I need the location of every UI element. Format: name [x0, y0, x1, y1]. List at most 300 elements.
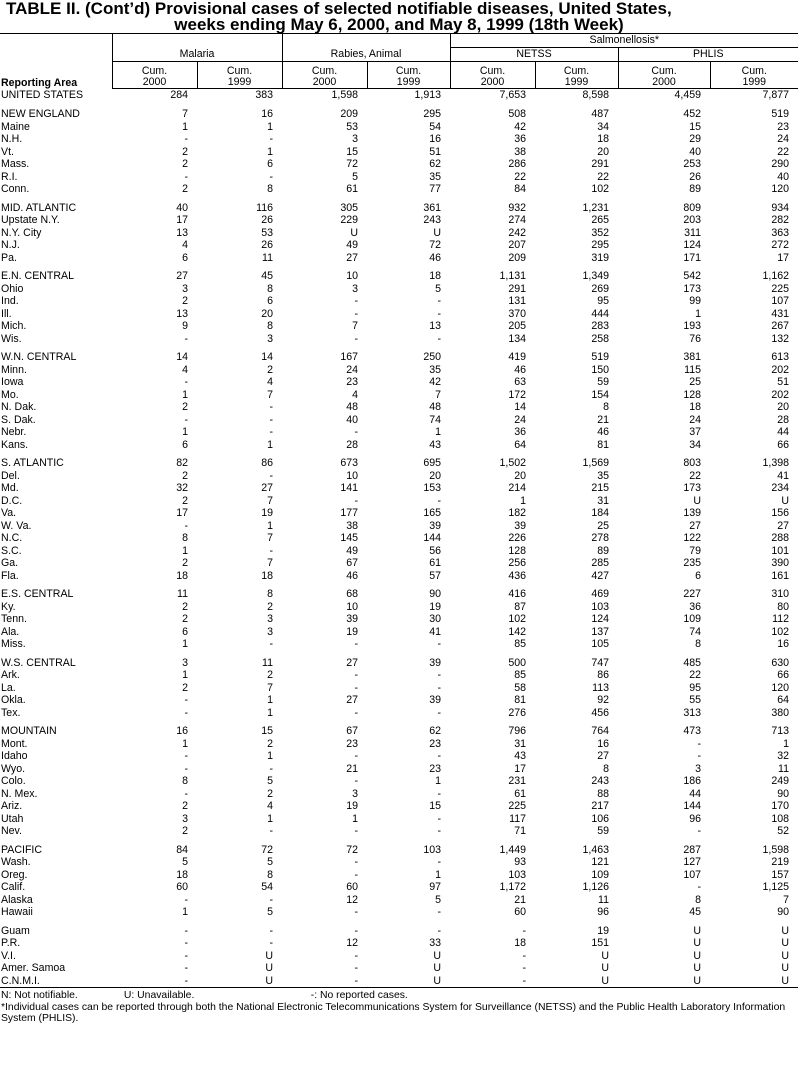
- reporting-area-cell: C.N.M.I.: [1, 974, 40, 987]
- value-cell: 7: [267, 494, 273, 507]
- value-cell: 1: [267, 438, 273, 451]
- value-cell: 1: [182, 737, 188, 750]
- value-cell: 225: [508, 800, 526, 812]
- value-cell: 32: [777, 750, 790, 762]
- value-cell: 630: [771, 656, 790, 669]
- value-cell: 139: [683, 507, 701, 519]
- value-cell: 34: [689, 438, 701, 451]
- table-row: [0, 426, 798, 439]
- value-cell: 313: [683, 706, 701, 719]
- value-cell: -: [697, 881, 701, 893]
- table-row: [0, 975, 798, 988]
- value-cell: 5: [267, 906, 273, 918]
- value-cell: 2: [182, 158, 188, 170]
- value-cell: 7: [435, 388, 441, 401]
- value-cell: 144: [683, 800, 701, 812]
- reporting-area-cell: E.N. CENTRAL: [1, 270, 74, 282]
- reporting-area-cell: Ga.: [1, 557, 19, 569]
- value-cell: 207: [508, 239, 526, 251]
- table-row: [0, 252, 798, 265]
- value-cell: 20: [261, 307, 273, 320]
- value-cell: 27: [346, 656, 358, 669]
- cum-header-1999: [197, 62, 282, 89]
- value-cell: U: [433, 962, 441, 974]
- value-cell: -: [522, 949, 526, 962]
- value-cell: -: [354, 974, 358, 987]
- table-row: [0, 800, 798, 813]
- value-cell: 63: [514, 376, 526, 388]
- table-row: [0, 738, 798, 751]
- value-cell: 22: [689, 669, 701, 681]
- value-cell: 1: [435, 775, 441, 787]
- table-row: [0, 626, 798, 639]
- value-cell: 26: [261, 214, 273, 226]
- value-cell: 4: [352, 388, 358, 401]
- value-cell: -: [184, 706, 188, 719]
- value-cell: -: [269, 469, 273, 482]
- value-cell: 173: [683, 482, 701, 494]
- reporting-area-cell: Tenn.: [1, 613, 27, 625]
- value-cell: 2: [182, 681, 188, 694]
- value-cell: 1: [435, 868, 441, 881]
- value-cell: 107: [683, 868, 701, 881]
- value-cell: 1: [182, 120, 188, 133]
- value-cell: 6: [182, 251, 188, 264]
- reporting-area-cell: D.C.: [1, 494, 23, 507]
- value-cell: 19: [261, 507, 273, 519]
- value-cell: 42: [429, 376, 441, 388]
- value-cell: 265: [591, 214, 609, 226]
- value-cell: 11: [177, 588, 188, 600]
- value-cell: 157: [771, 868, 790, 881]
- value-cell: 288: [771, 532, 790, 544]
- value-cell: 202: [771, 388, 790, 401]
- cum-header-2000: [450, 62, 535, 89]
- value-cell: 256: [508, 557, 526, 569]
- value-cell: 16: [261, 108, 273, 120]
- value-cell: 145: [340, 532, 358, 544]
- value-cell: 1,598: [762, 843, 790, 856]
- value-cell: 456: [591, 706, 609, 719]
- value-cell: 3: [352, 282, 358, 295]
- reporting-area-cell: Alaska: [1, 893, 33, 906]
- value-cell: 121: [591, 856, 609, 868]
- value-cell: 13: [176, 307, 188, 320]
- value-cell: 21: [514, 893, 526, 906]
- value-cell: 43: [514, 750, 526, 762]
- value-cell: 36: [514, 133, 526, 145]
- value-cell: 1,162: [762, 270, 790, 282]
- table-row: [0, 601, 798, 614]
- reporting-area-cell: W.N. CENTRAL: [1, 351, 77, 363]
- value-cell: -: [269, 401, 273, 413]
- value-cell: 23: [346, 376, 358, 388]
- table-row: [0, 295, 798, 308]
- value-cell: 202: [771, 363, 790, 376]
- value-cell: 60: [176, 881, 188, 893]
- value-cell: -: [354, 825, 358, 837]
- value-cell: 51: [429, 145, 441, 158]
- value-cell: 25: [597, 519, 609, 532]
- reporting-area-cell: Maine: [1, 120, 30, 133]
- cum-label: Cum.: [226, 65, 253, 77]
- value-cell: -: [269, 825, 273, 837]
- value-cell: 42: [514, 120, 526, 133]
- value-cell: -: [697, 825, 701, 837]
- value-cell: 291: [508, 282, 526, 295]
- value-cell: 31: [597, 494, 609, 507]
- value-cell: -: [184, 974, 188, 987]
- value-cell: U: [693, 949, 701, 962]
- value-cell: 102: [771, 625, 790, 638]
- reporting-area-cell: Wash.: [1, 856, 31, 868]
- value-cell: 272: [771, 239, 790, 251]
- value-cell: 49: [346, 544, 358, 557]
- value-cell: 1: [182, 638, 188, 650]
- value-cell: 20: [429, 469, 441, 482]
- value-cell: 177: [340, 507, 358, 519]
- value-cell: -: [354, 775, 358, 787]
- value-cell: 4: [182, 239, 188, 251]
- reporting-area-cell: Del.: [1, 469, 20, 482]
- value-cell: 40: [689, 145, 701, 158]
- reporting-area-cell: Minn.: [1, 363, 27, 376]
- value-cell: 1,131: [499, 270, 526, 282]
- value-cell: 17: [777, 251, 790, 264]
- value-cell: 60: [514, 906, 526, 918]
- reporting-area-cell: Hawaii: [1, 906, 33, 918]
- reporting-area-cell: Okla.: [1, 694, 26, 706]
- value-cell: 85: [514, 669, 526, 681]
- value-cell: U: [350, 226, 358, 239]
- value-cell: 156: [771, 507, 790, 519]
- value-cell: 5: [435, 282, 441, 295]
- reporting-area-cell: N.Y. City: [1, 226, 42, 239]
- value-cell: 390: [771, 557, 790, 569]
- value-cell: 8,598: [582, 89, 609, 102]
- value-cell: 416: [508, 588, 526, 600]
- value-cell: 305: [340, 201, 358, 214]
- value-cell: 55: [689, 694, 701, 706]
- cum-label: Cum.: [311, 65, 338, 77]
- reporting-area-cell: Va.: [1, 507, 17, 519]
- value-cell: 5: [267, 775, 273, 787]
- reporting-area-cell: S. Dak.: [1, 413, 36, 426]
- value-cell: 205: [508, 320, 526, 332]
- table-row: [0, 121, 798, 134]
- value-cell: 153: [423, 482, 441, 494]
- value-cell: 8: [603, 762, 609, 775]
- value-cell: 36: [689, 600, 701, 613]
- value-cell: U: [433, 226, 441, 239]
- value-cell: 45: [261, 270, 273, 282]
- value-cell: 214: [508, 482, 526, 494]
- table-row: [0, 557, 798, 570]
- reporting-area-cell: Upstate N.Y.: [1, 214, 60, 226]
- phlis-header: PHLIS: [618, 48, 798, 62]
- table-row: [0, 750, 798, 763]
- value-cell: 427: [591, 569, 609, 582]
- value-cell: 452: [683, 108, 701, 120]
- value-cell: 120: [771, 681, 790, 694]
- value-cell: 5: [435, 893, 441, 906]
- value-cell: 803: [683, 457, 701, 469]
- value-cell: 31: [514, 737, 526, 750]
- value-cell: 58: [514, 681, 526, 694]
- value-cell: 90: [777, 906, 790, 918]
- reporting-area-cell: Ind.: [1, 295, 19, 307]
- table-row: [0, 183, 798, 196]
- value-cell: -: [354, 295, 358, 307]
- value-cell: 103: [508, 868, 526, 881]
- value-cell: 144: [423, 532, 441, 544]
- value-cell: 12: [346, 893, 358, 906]
- value-cell: 86: [597, 669, 609, 681]
- value-cell: 15: [261, 725, 273, 737]
- value-cell: 18: [514, 937, 526, 949]
- value-cell: 10: [346, 270, 358, 282]
- value-cell: -: [354, 706, 358, 719]
- value-cell: 14: [261, 351, 273, 363]
- value-cell: 7: [182, 108, 188, 120]
- value-cell: 41: [429, 625, 441, 638]
- reporting-area-cell: N. Dak.: [1, 401, 37, 413]
- title-line-1: TABLE II. (Cont’d) Provisional cases of selected notifiable diseases, United States,: [6, 0, 672, 18]
- value-cell: 4: [267, 376, 273, 388]
- value-cell: 269: [591, 282, 609, 295]
- value-cell: 40: [176, 201, 188, 214]
- reporting-area-cell: Utah: [1, 812, 24, 825]
- value-cell: 1,598: [331, 89, 358, 102]
- value-cell: 39: [429, 519, 441, 532]
- reporting-area-cell: V.I.: [1, 949, 16, 962]
- value-cell: 97: [429, 881, 441, 893]
- value-cell: 172: [508, 388, 526, 401]
- value-cell: 2: [182, 557, 188, 569]
- value-cell: -: [522, 974, 526, 987]
- year-label: 2000: [480, 76, 505, 88]
- value-cell: 380: [771, 706, 790, 719]
- value-cell: -: [437, 812, 441, 825]
- value-cell: 59: [597, 825, 609, 837]
- region-row: [0, 264, 798, 283]
- value-cell: 14: [514, 401, 526, 413]
- value-cell: 2: [267, 600, 273, 613]
- value-cell: 5: [352, 170, 358, 183]
- value-cell: 18: [597, 133, 609, 145]
- value-cell: 203: [683, 214, 701, 226]
- value-cell: -: [437, 825, 441, 837]
- value-cell: 8: [267, 183, 273, 195]
- value-cell: 8: [603, 401, 609, 413]
- table-row: [0, 775, 798, 788]
- reporting-area-cell: W. Va.: [1, 519, 32, 532]
- value-cell: U: [601, 962, 609, 974]
- value-cell: 88: [597, 787, 609, 800]
- value-cell: 8: [695, 893, 701, 906]
- value-cell: 22: [597, 170, 609, 183]
- value-cell: 796: [508, 725, 526, 737]
- value-cell: 234: [771, 482, 790, 494]
- value-cell: 11: [598, 893, 609, 906]
- value-cell: -: [269, 937, 273, 949]
- value-cell: 72: [261, 843, 273, 856]
- value-cell: U: [781, 937, 790, 949]
- legend-not-notifiable: N: Not notifiable.: [1, 990, 78, 1001]
- value-cell: 95: [689, 681, 701, 694]
- value-cell: 8: [267, 282, 273, 295]
- value-cell: 165: [423, 507, 441, 519]
- value-cell: 18: [176, 868, 188, 881]
- value-cell: U: [433, 949, 441, 962]
- value-cell: U: [601, 974, 609, 987]
- reporting-area-cell: Mass.: [1, 158, 30, 170]
- value-cell: 161: [771, 569, 790, 582]
- value-cell: 112: [772, 613, 790, 625]
- table-row: [0, 950, 798, 963]
- value-cell: 209: [508, 251, 526, 264]
- reporting-area-cell: S.C.: [1, 544, 22, 557]
- value-cell: -: [184, 949, 188, 962]
- table-footer: [0, 987, 798, 1025]
- value-cell: -: [437, 295, 441, 307]
- value-cell: 103: [423, 843, 441, 856]
- cum-header-1999: [535, 62, 618, 89]
- value-cell: 1,172: [499, 881, 526, 893]
- value-cell: 5: [267, 856, 273, 868]
- value-cell: 46: [597, 426, 609, 438]
- value-cell: 22: [777, 145, 790, 158]
- table-row: [0, 906, 798, 919]
- value-cell: 66: [777, 438, 790, 451]
- reporting-area-cell: Tex.: [1, 706, 21, 719]
- value-cell: 35: [429, 170, 441, 183]
- value-cell: -: [354, 856, 358, 868]
- reporting-area-cell: Nev.: [1, 825, 22, 837]
- reporting-area-cell: Mich.: [1, 320, 27, 332]
- value-cell: 6: [182, 438, 188, 451]
- value-cell: 12: [346, 937, 358, 949]
- value-cell: 1: [267, 750, 273, 762]
- value-cell: 436: [508, 569, 526, 582]
- value-cell: 61: [514, 787, 526, 800]
- cum-label: Cum.: [651, 65, 677, 77]
- value-cell: 274: [508, 214, 526, 226]
- value-cell: 1: [182, 669, 188, 681]
- value-cell: 1: [352, 812, 358, 825]
- reporting-area-cell: PACIFIC: [1, 843, 43, 856]
- value-cell: 419: [508, 351, 526, 363]
- value-cell: 154: [591, 388, 609, 401]
- table-row: [0, 507, 798, 520]
- value-cell: 43: [429, 438, 441, 451]
- value-cell: 519: [771, 108, 790, 120]
- value-cell: 76: [689, 332, 701, 345]
- value-cell: 151: [591, 937, 609, 949]
- value-cell: 35: [429, 363, 441, 376]
- value-cell: -: [437, 638, 441, 650]
- value-cell: 13: [429, 320, 441, 332]
- value-cell: -: [437, 494, 441, 507]
- value-cell: -: [354, 924, 358, 937]
- reporting-area-cell: Colo.: [1, 775, 26, 787]
- value-cell: 72: [346, 843, 358, 856]
- cum-label: Cum.: [479, 65, 506, 77]
- value-cell: 40: [777, 170, 790, 183]
- value-cell: 219: [771, 856, 790, 868]
- value-cell: 363: [771, 226, 790, 239]
- value-cell: -: [269, 133, 273, 145]
- value-cell: 116: [256, 201, 273, 214]
- value-cell: 34: [597, 120, 609, 133]
- value-cell: 1: [783, 737, 790, 750]
- value-cell: 24: [514, 413, 526, 426]
- value-cell: 227: [683, 588, 701, 600]
- value-cell: 79: [689, 544, 701, 557]
- value-cell: U: [433, 974, 441, 987]
- value-cell: -: [184, 937, 188, 949]
- value-cell: 2: [182, 800, 188, 812]
- value-cell: 77: [429, 183, 441, 195]
- value-cell: -: [354, 962, 358, 974]
- region-row: [0, 719, 798, 738]
- value-cell: 6: [267, 158, 273, 170]
- year-label: 2000: [652, 76, 676, 88]
- reporting-area-cell: UNITED STATES: [1, 89, 84, 101]
- value-cell: 444: [591, 307, 609, 320]
- value-cell: 2: [267, 669, 273, 681]
- value-cell: 56: [429, 544, 441, 557]
- value-cell: 36: [514, 426, 526, 438]
- value-cell: 134: [508, 332, 526, 345]
- value-cell: 87: [514, 600, 526, 613]
- value-cell: 48: [346, 401, 358, 413]
- value-cell: 24: [346, 363, 358, 376]
- value-cell: 167: [340, 351, 358, 363]
- value-cell: 117: [509, 812, 526, 825]
- cum-label: Cum.: [741, 65, 767, 77]
- value-cell: 193: [683, 320, 701, 332]
- value-cell: -: [269, 170, 273, 183]
- value-cell: 7,877: [762, 89, 790, 102]
- value-cell: 7,653: [499, 89, 526, 102]
- reporting-area-cell: S. ATLANTIC: [1, 457, 64, 469]
- table-row: [0, 682, 798, 695]
- value-cell: -: [437, 787, 441, 800]
- value-cell: 613: [771, 351, 790, 363]
- reporting-area-cell: Kans.: [1, 438, 29, 451]
- value-cell: 54: [429, 120, 441, 133]
- value-cell: -: [354, 638, 358, 650]
- value-cell: 17: [176, 507, 188, 519]
- value-cell: 3: [182, 656, 188, 669]
- value-cell: 141: [340, 482, 358, 494]
- table-row: [0, 962, 798, 975]
- value-cell: 2: [182, 825, 188, 837]
- table-row: [0, 694, 798, 707]
- reporting-area-cell: R.I.: [1, 170, 18, 183]
- value-cell: 3: [182, 282, 188, 295]
- value-cell: 747: [591, 656, 609, 669]
- data-table: [0, 33, 798, 987]
- value-cell: 15: [429, 800, 441, 812]
- value-cell: -: [522, 924, 526, 937]
- value-cell: 132: [771, 332, 790, 345]
- table-row: [0, 869, 798, 882]
- value-cell: 1,502: [499, 457, 526, 469]
- region-row: [0, 89, 798, 103]
- reporting-area-cell: Ill.: [1, 307, 12, 320]
